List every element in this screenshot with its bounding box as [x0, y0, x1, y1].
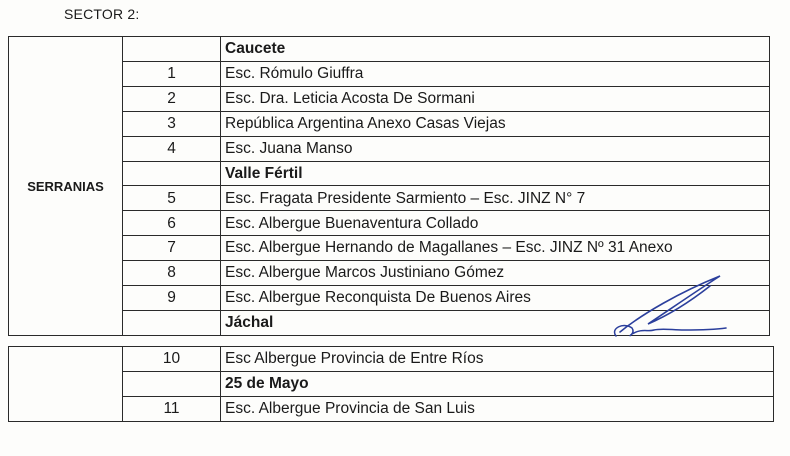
- table-row: [9, 86, 770, 111]
- table-row: [9, 136, 770, 161]
- group-name: Valle Fértil: [221, 161, 770, 186]
- table-row: [9, 111, 770, 136]
- school-name: Esc. Rómulo Giuffra: [221, 61, 770, 86]
- group-header-row: [9, 161, 770, 186]
- num-cell: [123, 310, 221, 335]
- school-name: República Argentina Anexo Casas Viejas: [221, 111, 770, 136]
- row-number: 3: [123, 111, 221, 136]
- table-row: [9, 61, 770, 86]
- group-name: Jáchal: [221, 310, 770, 335]
- table-row: [9, 397, 774, 422]
- signature: [602, 270, 732, 350]
- school-name: Esc. Albergue Provincia de San Luis: [221, 397, 774, 422]
- num-cell: [123, 37, 221, 62]
- row-number: 4: [123, 136, 221, 161]
- region-label: SERRANIAS: [9, 37, 123, 336]
- table-row: [9, 211, 770, 236]
- school-name: Esc. Albergue Buenaventura Collado: [221, 211, 770, 236]
- table-row: [9, 347, 774, 372]
- table-row: [9, 186, 770, 211]
- num-cell: [123, 161, 221, 186]
- row-number: 6: [123, 211, 221, 236]
- region-cell: [9, 347, 123, 422]
- row-number: 9: [123, 286, 221, 311]
- row-number: 10: [123, 347, 221, 372]
- row-number: 11: [123, 397, 221, 422]
- num-cell: [123, 372, 221, 397]
- school-name: Esc. Dra. Leticia Acosta De Sormani: [221, 86, 770, 111]
- school-name: Esc Albergue Provincia de Entre Ríos: [221, 347, 774, 372]
- row-number: 2: [123, 86, 221, 111]
- school-name: Esc. Albergue Hernando de Magallanes – Esc. JINZ Nº 31 Anexo: [221, 236, 770, 261]
- school-name: Esc. Fragata Presidente Sarmiento – Esc. JINZ N° 7: [221, 186, 770, 211]
- group-header-row: [9, 372, 774, 397]
- school-name: Esc. Albergue Reconquista De Buenos Aires: [221, 286, 770, 311]
- sector-title: SECTOR 2:: [64, 6, 140, 22]
- group-header-row: [9, 37, 770, 62]
- group-name: 25 de Mayo: [221, 372, 774, 397]
- row-number: 8: [123, 261, 221, 286]
- row-number: 5: [123, 186, 221, 211]
- school-name: Esc. Albergue Marcos Justiniano Gómez: [221, 261, 770, 286]
- row-number: 7: [123, 236, 221, 261]
- row-number: 1: [123, 61, 221, 86]
- table-row: [9, 236, 770, 261]
- group-name: Caucete: [221, 37, 770, 62]
- schools-table-continued: [8, 346, 774, 422]
- school-name: Esc. Juana Manso: [221, 136, 770, 161]
